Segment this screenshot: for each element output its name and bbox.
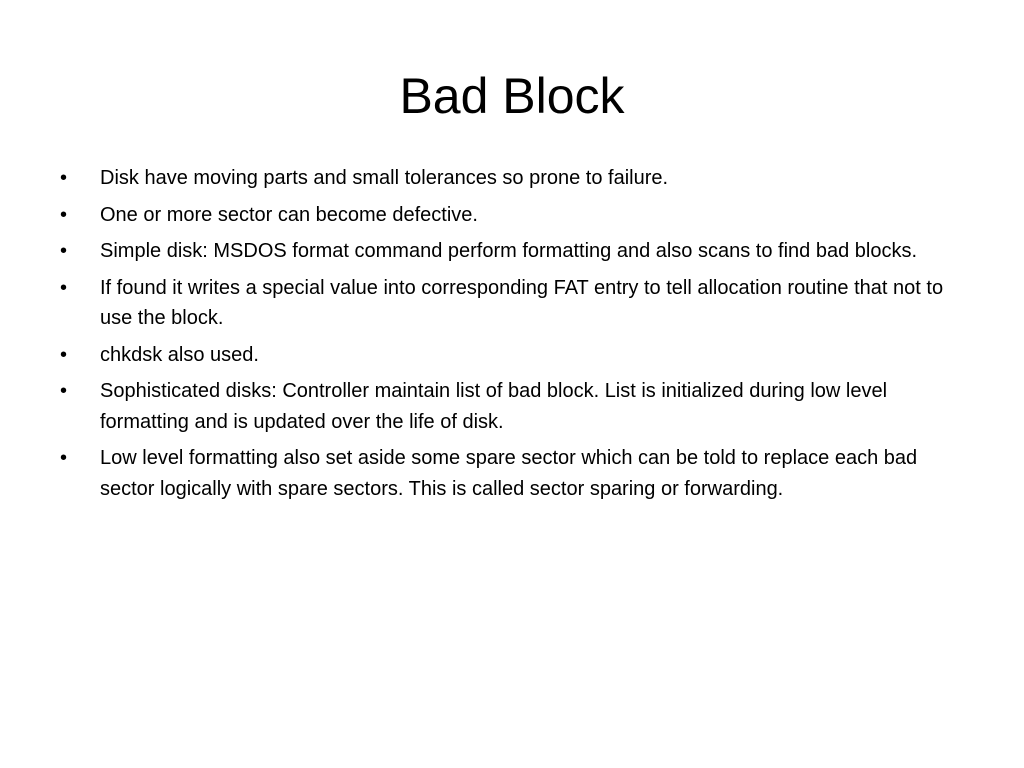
bullet-icon: • xyxy=(60,447,68,469)
bullet-icon: • xyxy=(60,380,68,402)
bullet-icon: • xyxy=(60,167,68,189)
list-item xyxy=(58,273,970,334)
bullet-text: One or more sector can become defective. xyxy=(100,203,478,226)
bullet-icon: • xyxy=(60,276,68,299)
slide-title: Bad Block xyxy=(399,68,625,124)
list-item xyxy=(58,376,970,437)
list-item xyxy=(58,443,970,504)
list-item xyxy=(58,163,970,194)
bullet-text: Sophisticated disks: Controller maintain list of bad block. List is initialized during low level formatting and is updated over the life of disk. xyxy=(100,380,888,433)
bullet-text: chkdsk also used. xyxy=(100,343,259,366)
bullet-text: Disk have moving parts and small tolerances so prone to failure. xyxy=(100,167,669,189)
bullet-icon: • xyxy=(60,343,68,366)
bullet-text: If found it writes a special value into corresponding FAT entry to tell allocation routine that not to use the block. xyxy=(100,276,944,329)
bullet-icon: • xyxy=(60,240,68,262)
list-item xyxy=(58,340,970,371)
bullet-text: Low level formatting also set aside some spare sector which can be told to replace each bad sector logically with spare sectors. This is called sector sparing or forwarding. xyxy=(100,447,918,500)
bullet-icon: • xyxy=(60,203,68,226)
list-item xyxy=(58,236,970,267)
bullet-text: Simple disk: MSDOS format command perform formatting and also scans to find bad blocks. xyxy=(100,240,918,262)
list-item xyxy=(58,200,970,231)
bullet-list xyxy=(58,163,970,510)
